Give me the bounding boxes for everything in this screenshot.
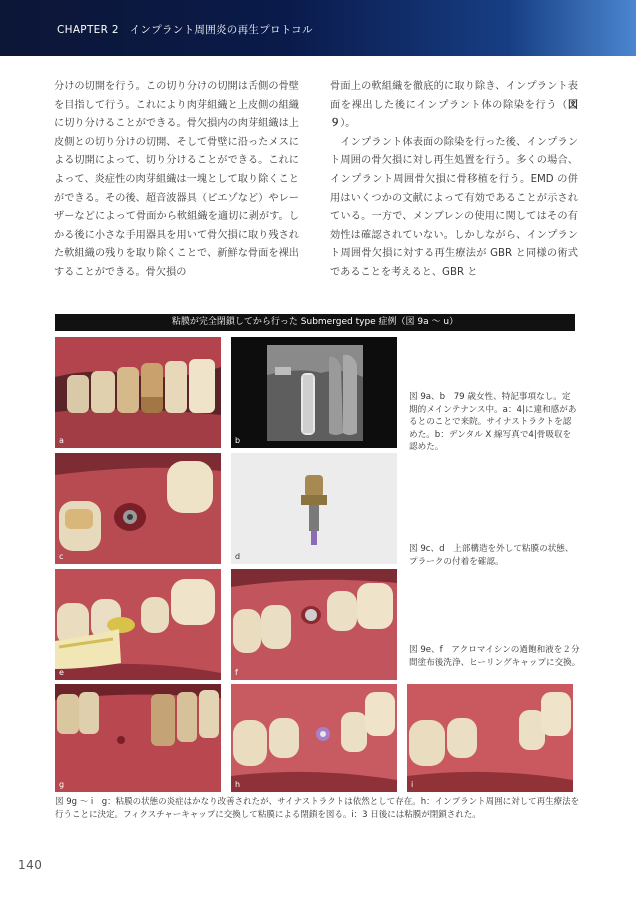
photo-h-fixture-cap [231,684,397,792]
photo-label-h: h [235,780,241,789]
caption-ab: 図 9a、b 79 歳女性、特記事項なし。定期的メインテナンス中。a：4|に違和感があるとのことで来院。サイナストラクトを認めた。b：デンタル X 線写真で4|骨吸収を認めた。 [409,392,577,453]
photo-e-application [55,569,221,680]
body-column-left [54,78,299,283]
photo-label-g: g [59,780,65,789]
body-right-paragraph-2 [330,134,578,283]
photo-c-intraoral [55,453,221,564]
body-column-right [330,78,578,283]
photo-label-e: e [59,668,64,677]
photo-f-healing-cap [231,569,397,680]
photo-label-c: c [59,552,64,561]
photo-label-a: a [59,436,64,445]
photo-label-i: i [411,780,414,789]
caption-ef: 図 9e、f アクロマイシンの過飽和液を２分間塗布後洗浄、ヒーリングキャップに交換。 [409,645,581,668]
page-number: 140 [18,858,43,872]
photo-b-xray [231,337,397,448]
photo-i-closed [407,684,573,792]
chapter-title: CHAPTER 2 インプラント周囲炎の再生プロトコル [57,24,313,36]
figure-title: 粘膜が完全閉鎖してから行った Submerged type 症例（図 9a ～ u） [171,317,459,327]
body-right-p2-text: インプラント体表面の除染を行った後、インプラント周囲の骨欠損に対し再生処置を行う。多くの場合、インプラント周囲骨欠損に骨移植を行う。EMD の併用はいくつかの文献によって有効であることが示されている。一方で、メンブレンの使用に関してはその有効性は確認されていない。しかしながら、インプラント周囲骨欠損に対する再生療法が GBR と同様の術式であることを考えると、GBR と [330,136,579,278]
body-right-p1-post: ）。 [340,118,356,130]
caption-gi: 図 9g ～ i g：粘膜の状態の炎症はかなり改善されたが、サイナストラクトは依然として存在。h：インプラント周囲に対して再生療法を行うことに決定。フィクスチャーキャップに交換して粘膜による閉鎖を図る。i：3 日後には粘膜が閉鎖された。 [55,797,580,820]
body-right-p1-pre: 骨面上の軟組織を徹底的に取り除き、インプラント表面を裸出した後にインプラント体の除染を行う（ [330,81,578,111]
photo-label-d: d [235,552,241,561]
caption-cd: 図 9c、d 上部構造を外して粘膜の状態、プラークの付着を確認。 [409,544,574,567]
photo-g-intraoral [55,684,221,792]
photo-a-intraoral [55,337,221,448]
figure-reference: 図９ [330,99,578,130]
photo-label-b: b [235,436,241,445]
figure-title-bar [55,314,575,331]
body-right-paragraph-1 [330,78,578,134]
photo-label-f: f [235,668,238,677]
chapter-header-band [0,0,636,56]
body-left-text: 分けの切開を行う。この切り分けの切開は舌側の骨壁を目指して行う。これにより肉芽組織と上皮側の組織に切り分けることができる。骨欠損内の肉芽組織は上皮側との切り分けの切開、そして骨壁に沿ったメスによる切開によって、切り分けることができる。これによって、炎症性の肉芽組織は一塊として取り除くことができる。その後、超音波器具（ピエゾなど）やレーザーなどによって骨面から軟組織を適切に剥がす。しかる後に小さな手用器具を用いて骨欠損に取り残された軟組織の残りを取り除くことで、新鮮な骨面を裸出することができる。骨欠損の [54,81,299,278]
photo-d-abutment [231,453,397,564]
